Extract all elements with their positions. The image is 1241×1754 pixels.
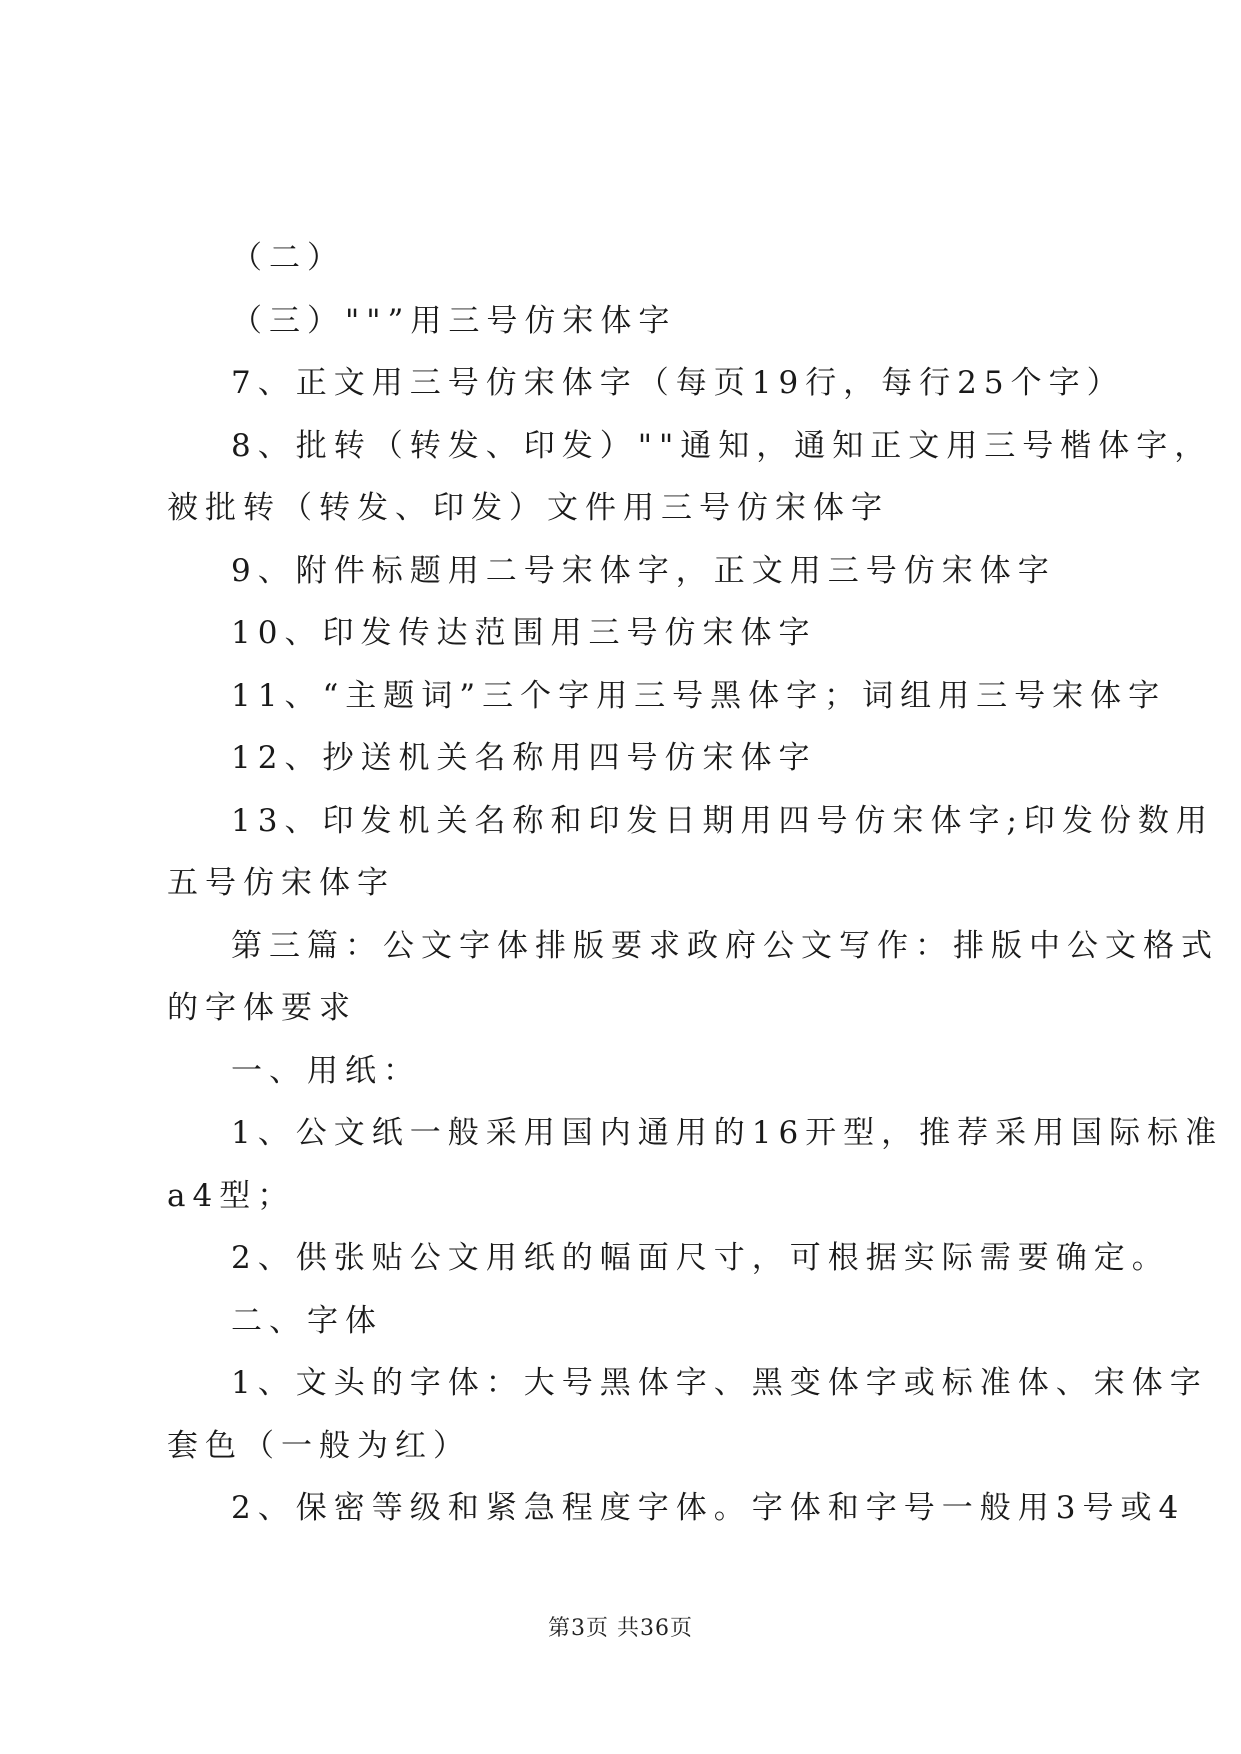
text-line: （三）""”用三号仿宋体字 <box>231 302 677 339</box>
section-heading: 的字体要求 <box>167 990 357 1026</box>
text-line: 被批转（转发、印发）文件用三号仿宋体字 <box>167 490 889 526</box>
text-line: 11、“主题词”三个字用三号黑体字；词组用三号宋体字 <box>231 677 1167 714</box>
text-line: a4型； <box>167 1177 296 1214</box>
text-line: 9、附件标题用二号宋体字，正文用三号仿宋体字 <box>231 552 1056 589</box>
text-line: 10、印发传达范围用三号仿宋体字 <box>231 615 817 651</box>
text-line: 7、正文用三号仿宋体字（每页19行，每行25个字） <box>231 365 1125 401</box>
text-line: 12、抄送机关名称用四号仿宋体字 <box>231 740 817 776</box>
text-line: 1、文头的字体：大号黑体字、黑变体字或标准体、宋体字 <box>231 1365 1208 1401</box>
page-number-footer: 第3页 共36页 <box>548 1616 693 1641</box>
document-body <box>167 227 1224 1540</box>
text-line: 套色（一般为红） <box>167 1427 471 1464</box>
text-line: 1、公文纸一般采用国内通用的16开型，推荐采用国际标准 <box>231 1115 1224 1151</box>
text-line: 2、保密等级和紧急程度字体。字体和字号一般用3号或4 <box>231 1490 1186 1526</box>
text-line: 五号仿宋体字 <box>167 865 395 901</box>
text-line: （二） <box>231 240 345 276</box>
section-heading: 第三篇：公文字体排版要求政府公文写作：排版中公文格式 <box>231 927 1219 964</box>
subsection-heading: 二、字体 <box>231 1302 383 1339</box>
text-line: 8、批转（转发、印发）""通知，通知正文用三号楷体字， <box>231 427 1213 464</box>
subsection-heading: 一、用纸： <box>231 1052 421 1089</box>
text-line: 2、供张贴公文用纸的幅面尺寸，可根据实际需要确定。 <box>231 1240 1170 1276</box>
text-line: 13、印发机关名称和印发日期用四号仿宋体字;印发份数用 <box>231 802 1214 839</box>
